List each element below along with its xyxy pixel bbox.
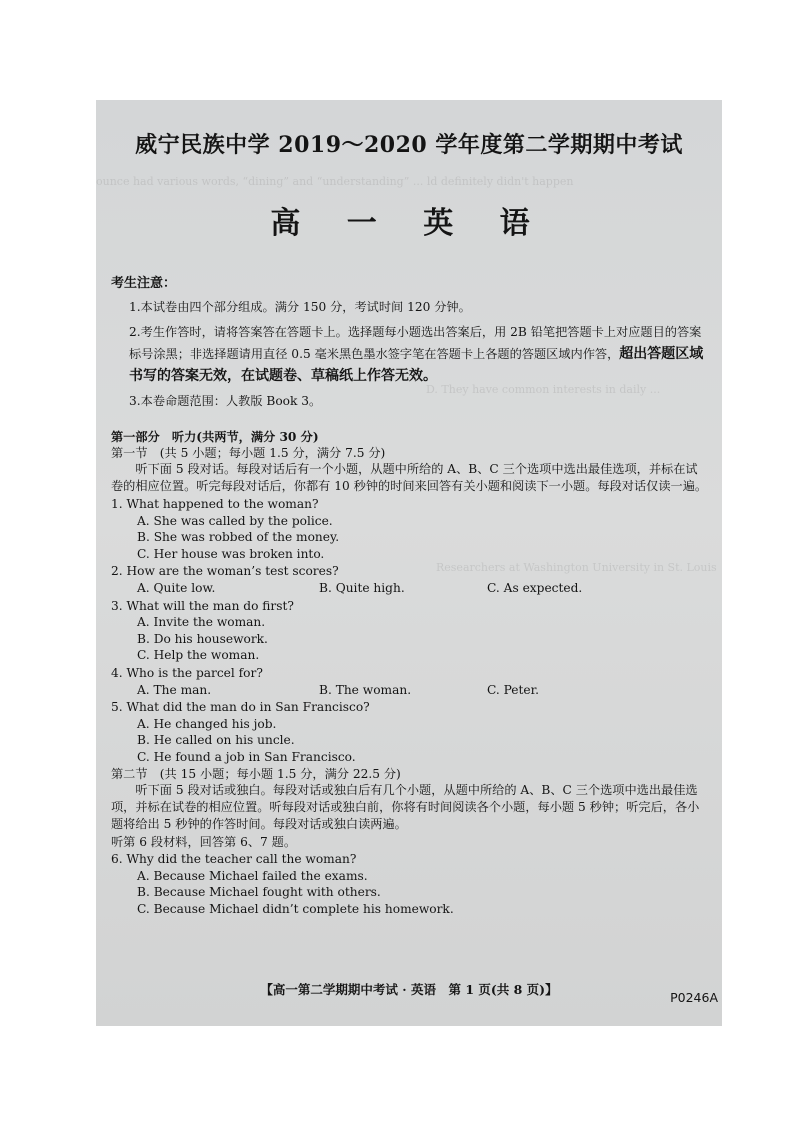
option-a: A. She was called by the police. [137,513,333,528]
exam-title: 威宁民族中学 2019～2020 学年度第二学期期中考试 [135,132,683,158]
option-c: C. Peter. [487,682,539,697]
paper-code: P0246A [670,990,718,1005]
notice-item-2-emphasis: 超出答题区域书写的答案无效，在试题卷、草稿纸上作答无效。 [129,346,704,384]
notice-item-3: 3.本卷命题范围：人教版 Book 3。 [129,394,322,408]
exam-page-photo: ounce had various words, “dining” and “understanding” ... ld definitely didn't happen D. They have common interests in daily ... Researchers at Washington University in St. Louis 威宁民族中学 2019～2020 学年度第二学期期中考试 高 一 英 语 考生注意： 1.本试卷由四个部分组成。满分 150 分，考试时间 120 分钟。 2.考生作答时，请将答案答在答题卡上。选择题每小题选出答案后，用 2B 铅笔把答题卡上对应题目的答案标号涂黑；非选择题请用直径 0.5 毫米黑色墨水签字笔在答题卡上各题的答题区域内作答，超出答题区域书写的答案无效，在试题卷、草稿纸上作答无效。 3.本卷命题范围：人教版 Book 3。 第一部分 听力(共两节，满分 30 分) 第一节 (共 5 小题；每小题 1.5 分，满分 7.5 分) 听下面 5 段对话。每段对话后有一个小题，从题中所给的 A、B、C 三个选项中选出最佳选项，并标在试卷的相应位置。听完每段对话后，你都有 10 秒钟的时间来回答有关小题和阅读下一小题。每段对话仅读一遍。 1. What happened to the woman? A. She was called by the police. B. She was robbed of the money. C. Her house was broken into. 2. How are the woman’s test scores? A. Quite low. B. Quite high. C. As expected. 3. What will the man do first? A. Invite the woman. B. Do his housework. C. Help the woman. 4. Who is the parcel for? A. The man. B. The woman. C. Peter. 5. What did the man do in San Francisco? A. He changed his job. B. He called on his uncle. C. He found a job in San Francisco. 第二节 (共 15 小题；每小题 1.5 分，满分 22.5 分) 听下面 5 段对话或独白。每段对话或独白后有几个小题，从题中所给的 A、B、C 三个选项中选出最佳选项，并标在试卷的相应位置。听每段对话或独白前，你将有时间阅读各个小题，每小题 5 秒钟；听完后，各小题将给出 5 秒钟的作答时间。每段对话或独白读两遍。 听第 6 段材料，回答第 6、7 题。 6. Why did the teacher call the woman? A. Because Michael failed the exams. B. Because Michael fought with others. C. Because Michael didn’t complete his homework. 【高一第二学期期中考试 · 英语 第 1 页(共 8 页)】 P0246A [96,100,722,1026]
question-text: 5. What did the man do in San Francisco? [111,700,370,715]
question-5 [111,699,708,765]
option-b: B. Do his housework. [137,631,268,646]
option-c: C. Because Michael didn’t complete his homework. [137,901,454,916]
part1-title: 第一部分 听力(共两节，满分 30 分) [111,430,319,444]
question-text: 1. What happened to the woman? [111,497,319,511]
option-c: C. He found a job in San Francisco. [137,749,356,764]
option-c: C. Her house was broken into. [137,546,325,561]
option-b: B. Quite high. [319,580,405,595]
option-b: B. The woman. [319,682,412,697]
material-note: 听第 6 段材料，回答第 6、7 题。 [111,834,297,849]
question-3 [111,598,708,664]
notice-title: 考生注意： [111,276,177,291]
question-text: 3. What will the man do first? [111,598,294,613]
option-a: A. Because Michael failed the exams. [137,868,368,883]
question-2 [111,563,708,596]
notice-item-2-text: 2.考生作答时，请将答案答在答题卡上。选择题每小题选出答案后，用 2B 铅笔把答题卡上对应题目的答案标号涂黑；非选择题请用直径 0.5 毫米黑色墨水签字笔在答题卡上各题的答题区域内作答， [129,325,702,361]
page-footer: 【高一第二学期期中考试 · 英语 第 1 页(共 8 页)】 [260,982,558,997]
section2-title: 第二节 (共 15 小题；每小题 1.5 分，满分 22.5 分) [111,766,401,781]
question-text: 2. How are the woman’s test scores? [111,564,339,579]
option-b: B. She was robbed of the money. [137,530,340,545]
option-a: A. Invite the woman. [137,615,266,630]
question-6 [111,851,708,917]
section2-instructions: 听下面 5 段对话或独白。每段对话或独白后有几个小题，从题中所给的 A、B、C 三个选项中选出最佳选项，并标在试卷的相应位置。听每段对话或独白前，你将有时间阅读各个小题，每小题 5 秒钟；听完后，各小题将给出 5 秒钟的作答时间。每段对话或独白读两遍。 [111,782,700,831]
question-text: 6. Why did the teacher call the woman? [111,852,357,867]
option-a: A. The man. [137,682,212,697]
notice-block [111,276,708,412]
question-text: 4. Who is the parcel for? [111,665,263,680]
notice-item-1: 1.本试卷由四个部分组成。满分 150 分，考试时间 120 分钟。 [129,300,471,314]
option-b: B. Because Michael fought with others. [137,885,381,900]
option-a: A. He changed his job. [137,716,277,731]
question-4 [111,665,708,698]
subject-title: 高 一 英 语 [270,206,548,241]
section1-instructions: 听下面 5 段对话。每段对话后有一个小题，从题中所给的 A、B、C 三个选项中选出最佳选项，并标在试卷的相应位置。听完每段对话后，你都有 10 秒钟的时间来回答有关小题和阅读下一小题。每段对话仅读一遍。 [111,462,708,493]
options-row [111,682,708,699]
question-1 [111,496,708,562]
options-row [111,580,708,597]
notice-item-2 [111,321,708,387]
option-c: C. As expected. [487,580,583,595]
section1-title: 第一节 (共 5 小题；每小题 1.5 分，满分 7.5 分) [111,446,386,460]
option-a: A. Quite low. [137,580,216,595]
option-b: B. He called on his uncle. [137,733,295,748]
option-c: C. Help the woman. [137,648,260,663]
